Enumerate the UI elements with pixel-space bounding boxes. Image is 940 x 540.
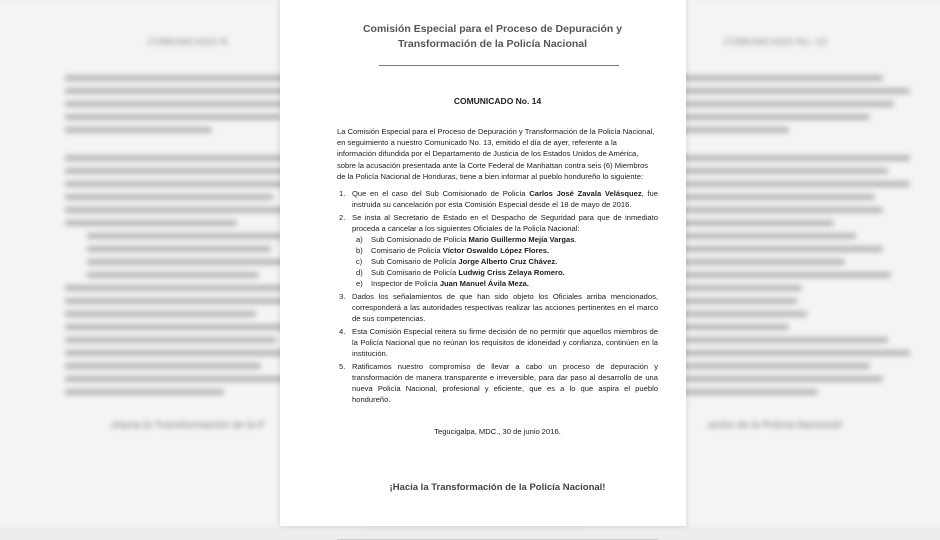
background-footer: ¡Hacia la Transformación de la P — [110, 420, 265, 431]
point-5: 5. Ratificamos nuestro compromiso de llevar a cabo un proceso de depuración y transformación de manera transparente e irreversible, para dar paso al desarrollo de una nueva Policía Nacional, profesional y eficiente, que es a lo que aspira el pueblo hondureño. — [339, 362, 658, 405]
document-date: Tegucigalpa, MDC., 30 de junio 2016. — [434, 427, 561, 437]
officers-list — [352, 234, 658, 289]
background-heading: COMUNICADO No. 13 — [723, 37, 827, 48]
header-line-2: Transformación de la Policía Nacional — [397, 38, 588, 50]
background-heading: COMUNICADO N — [147, 37, 228, 48]
header-line-1: Comisión Especial para el Proceso de Depuración y — [362, 23, 623, 35]
intro-line: La Comisión Especial para el Proceso de Depuración y Transformación de la Policía Nacional, — [337, 127, 655, 136]
document-header — [327, 22, 658, 52]
document-page — [280, 0, 686, 526]
officer-name: Jorge Alberto Cruz Chávez. — [458, 257, 558, 267]
officer-item: d) Sub Comisario de Policía Ludwig Criss Zelaya Romero. — [356, 268, 565, 278]
intro-line: sobre la acusación presentada ante la Corte Federal de Manhattan contra seis (6) Miembros — [337, 160, 649, 170]
point-4: 4. Esta Comisión Especial reitera su firme decisión de no permitir que aquellos miembros de la Policía Nacional que no reúnan los requisitos de idoneidad y confianza, continúen en la institución. — [339, 327, 658, 359]
officer-item: e) Inspector de Policía Juan Manuel Ávila Meza. — [356, 279, 529, 289]
point-1: 1. Que en el caso del Sub Comisionado de Policía Carlos José Zavala Velásquez, fue instruida su cancelación por esta Comisión Especial desde el 18 de mayo de 2016. — [339, 189, 659, 210]
intro-line: información difundida por el Departamento de Justicia de los Estados Unidos de América, — [337, 149, 639, 159]
points-list — [337, 188, 658, 405]
point-3: 3. Dados los señalamientos de que han sido objeto los Oficiales arriba mencionados, corresponderá a las autoridades respectivas realizar las acciones pertinentes en el marco de sus competencias. — [339, 292, 658, 324]
officer-name: Juan Manuel Ávila Meza. — [439, 279, 529, 289]
intro-paragraph — [337, 126, 658, 182]
officer-item: a) Sub Comisionado de Policía Mario Guillermo Mejía Vargas. — [356, 235, 577, 245]
officer-name: Víctor Oswaldo López Flores. — [442, 246, 550, 256]
communique-title: COMUNICADO No. 14 — [453, 96, 542, 106]
point-2: 2. Se insta al Secretario de Estado en el Despacho de Seguridad para que de inmediato proceda a cancelar a los siguientes Oficiales de la Policía Nacional: a) Sub Comisionado de Policía Mario Guillermo Mejía Vargas. b) Comisario de Policía Víctor Oswaldo López Flores. c) Sub Comisario de Policía Jorge Alberto Cruz Chávez. d) Sub Comisario de Policía Ludwig Criss Zelaya Romero. e) Inspector de Policía Juan Manuel Ávila Meza. — [339, 213, 658, 289]
officer-name: Carlos José Zavala Velásquez — [529, 189, 642, 199]
document-slogan: ¡Hacia la Transformación de la Policía Nacional! — [389, 482, 606, 494]
officer-name: Ludwig Criss Zelaya Romero. — [458, 268, 565, 278]
officer-item: c) Sub Comisario de Policía Jorge Alberto Cruz Chávez. — [356, 257, 558, 267]
officer-item: b) Comisario de Policía Víctor Oswaldo López Flores. — [356, 246, 550, 256]
background-footer: ación de la Policía Nacional! — [707, 420, 843, 431]
header-divider — [379, 65, 619, 66]
officer-name: Mario Guillermo Mejía Vargas — [468, 235, 575, 245]
intro-line: de la Policía Nacional de Honduras, tiene a bien informar al pueblo hondureño lo siguiente: — [337, 171, 644, 181]
intro-line: en seguimiento a nuestro Comunicado No. 13, emitido el día de ayer, referente a la — [337, 138, 617, 148]
